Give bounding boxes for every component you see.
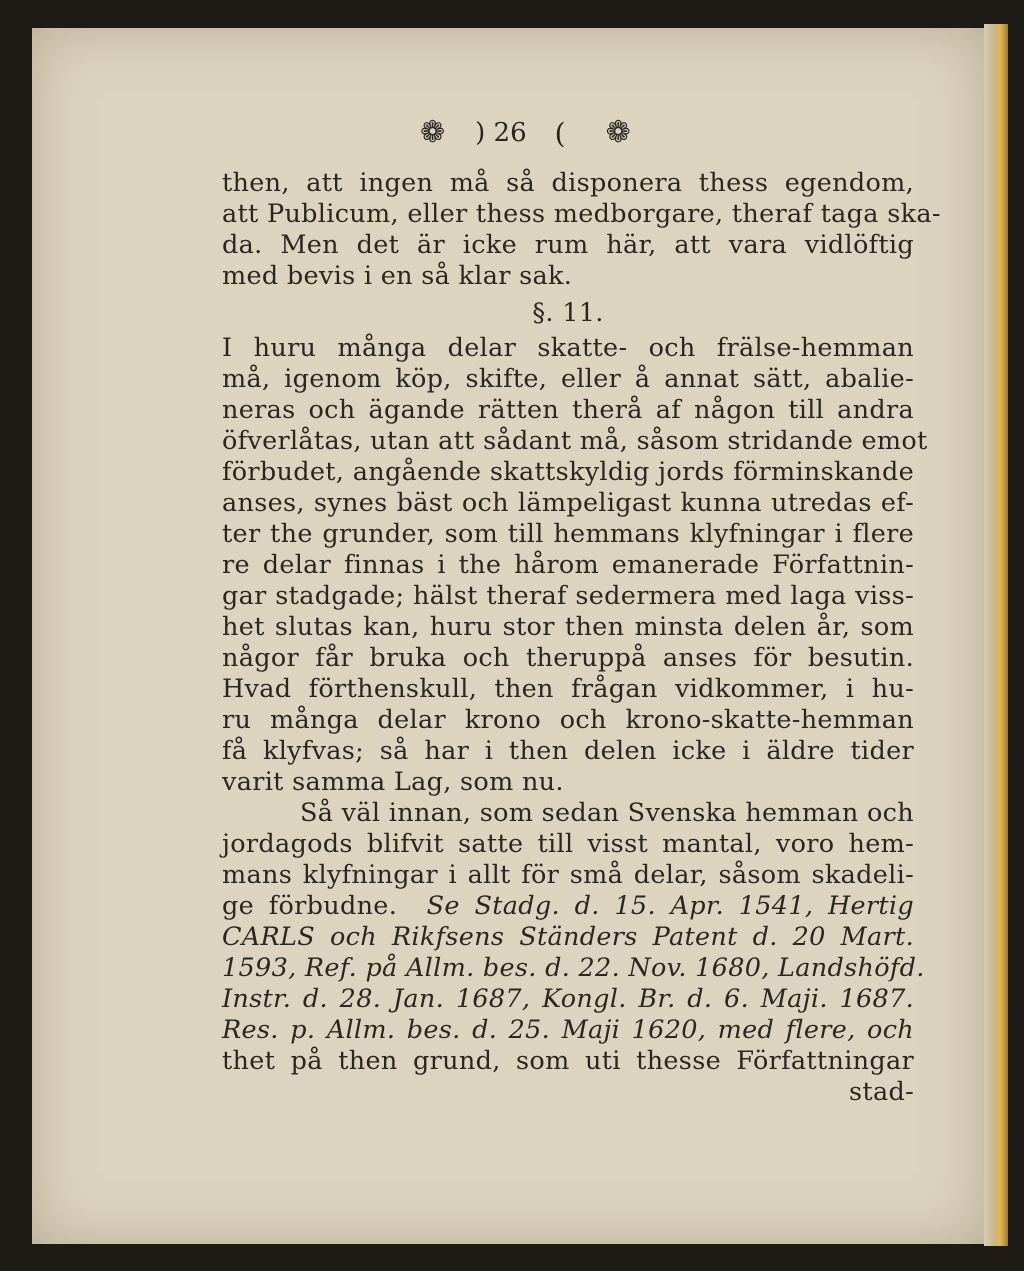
text-line: thet på then grund, som uti thesse Författningar — [222, 1046, 914, 1076]
page-header — [420, 108, 760, 158]
text-line: neras och ägande rätten therå af någon till andra — [222, 395, 914, 425]
text-line: het slutas kan, huru stor then minsta delen år, som — [222, 612, 914, 642]
text-line: jordagods blifvit satte till visst mantal, voro hem- — [222, 829, 914, 859]
page-edge — [984, 24, 1008, 1246]
text-line: förbudet, angående skattskyldig jords förminskande — [222, 457, 914, 487]
text-line: gar stadgade; hälst theraf sedermera med laga viss- — [222, 581, 914, 611]
text-line: med bevis i en så klar sak. — [222, 261, 573, 291]
text-line: anses, synes bäst och lämpeligast kunna utredas ef- — [222, 488, 914, 518]
text-line: Så väl innan, som sedan Svenska hemman och — [300, 798, 914, 828]
text-line: re delar finnas i the hårom emanerade Författnin- — [222, 550, 914, 580]
text-line: någor får bruka och theruppå anses för besutin. — [222, 643, 914, 673]
text-line: att Publicum, eller thess medborgare, theraf taga ska- — [222, 199, 941, 229]
text-line — [222, 984, 914, 1015]
text-line — [222, 953, 925, 984]
page-number: ) 26 — [475, 118, 527, 148]
text-line: mans klyfningar i allt för små delar, såsom skadeli- — [222, 860, 914, 890]
text-line: varit samma Lag, som nu. — [222, 767, 564, 797]
text-line: I huru många delar skatte- och frälse-hemman — [222, 333, 914, 363]
flower-ornament-icon: ❁ — [605, 115, 631, 150]
text-line-italic: CARLS och Rikfsens Ständers Patent d. 20 Mart. — [222, 922, 914, 952]
text-line-italic: Instr. d. 28. Jan. 1687, Kongl. Br. d. 6. Maji. 1687. — [222, 984, 914, 1014]
text-line: then, att ingen må så disponera thess egendom, — [222, 168, 914, 198]
text-line-italic: 1593, Ref. på Allm. bes. d. 22. Nov. 1680, Landshöfd. — [222, 953, 925, 983]
catchword: stad- — [849, 1077, 914, 1107]
text-line: må, igenom köp, skifte, eller å annat sätt, abalie- — [222, 364, 914, 394]
text-line-italic: Res. p. Allm. bes. d. 25. Maji 1620, med flere, och — [222, 1015, 914, 1045]
text-line: få klyfvas; så har i then delen icke i äldre tider — [222, 736, 914, 766]
text-line: ter the grunder, som till hemmans klyfningar i flere — [222, 519, 914, 549]
text-line — [222, 891, 914, 922]
text-line: ru många delar krono och krono-skatte-hemman — [222, 705, 914, 735]
header-paren: ( — [554, 116, 566, 150]
text-line: Hvad förthenskull, then frågan vidkommer, i hu- — [222, 674, 914, 704]
text-line: öfverlåtas, utan att sådant må, såsom stridande emot — [222, 426, 928, 456]
text-line — [222, 1015, 914, 1046]
text-line — [222, 922, 914, 953]
section-heading: §. 11. — [532, 298, 604, 328]
text-line-roman: ge förbudne. — [222, 891, 398, 921]
body-text — [222, 168, 941, 1108]
text-line: da. Men det är icke rum här, att vara vidlöftig — [222, 230, 914, 260]
flower-ornament-icon: ❁ — [420, 115, 446, 150]
text-line-italic: Se Stadg. d. 15. Apr. 1541, Hertig — [426, 891, 914, 921]
